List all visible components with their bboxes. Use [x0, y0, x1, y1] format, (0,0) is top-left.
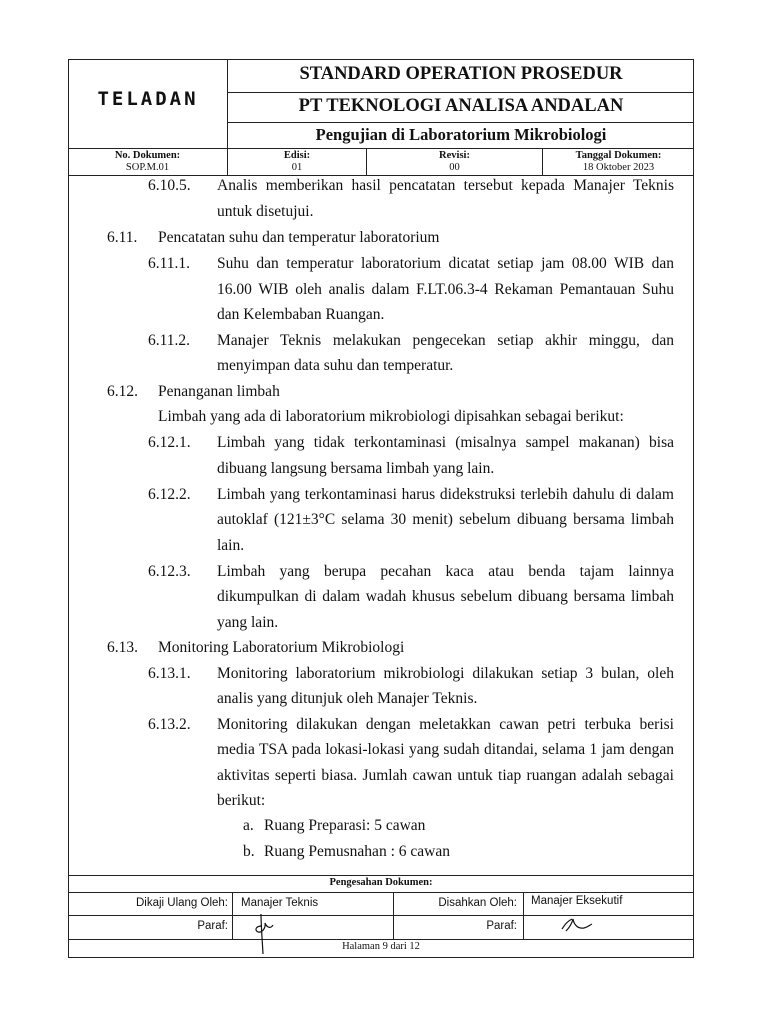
paragraph-line: lain.	[217, 537, 245, 554]
reviewed-by-value: Manajer Teknis	[241, 897, 319, 909]
footer-rule-3	[68, 939, 694, 940]
list-marker: b.	[243, 843, 255, 860]
approved-by-label: Disahkan Oleh:	[438, 897, 517, 909]
company-logo: TELADAN	[97, 88, 199, 110]
paragraph-line: Limbah yang ada di laboratorium mikrobiologi dipisahkan sebagai berikut:	[158, 408, 624, 425]
paragraph-line: 16.00 WIB oleh analis dalam F.LT.06.3-4 Rekaman Pemantauan Suhu	[217, 281, 674, 298]
section-heading: Monitoring Laboratorium Mikrobiologi	[158, 639, 405, 656]
paragraph-line: dan Kelembaban Ruangan.	[217, 306, 385, 323]
paragraph-line: Manajer Teknis melakukan pengecekan setiap akhir minggu, dan	[217, 332, 674, 349]
paraf-label: Paraf:	[486, 920, 517, 932]
header-rule-3	[68, 148, 694, 149]
section-heading: Pencatatan suhu dan temperatur laboratorium	[158, 229, 440, 246]
footer-rule-2	[68, 915, 694, 916]
paragraph-line: Monitoring dilakukan dengan meletakkan cawan petri terbuka berisi	[217, 716, 674, 733]
paragraph-line: Monitoring laboratorium mikrobiologi dilakukan setiap 3 bulan, oleh	[217, 665, 674, 682]
section-number: 6.11.2.	[148, 332, 191, 349]
section-number: 6.11.1.	[148, 255, 191, 272]
section-number: 6.10.5.	[148, 177, 191, 194]
paragraph-line: aktivitas seperti biasa. Jumlah cawan untuk tiap ruangan adalah sebagai	[217, 767, 674, 784]
section-number: 6.11.	[107, 229, 138, 246]
document-type-title: STANDARD OPERATION PROSEDUR	[299, 64, 623, 84]
footer-rule-top	[68, 875, 694, 876]
doc-date-label: Tanggal Dokumen:	[575, 150, 662, 161]
edition-value: 01	[291, 162, 303, 173]
header-rule-2	[227, 122, 694, 123]
section-number: 6.13.	[107, 639, 138, 656]
paragraph-line: yang lain.	[217, 614, 279, 631]
approver-signature	[558, 915, 594, 937]
paragraph-line: Analis memberikan hasil pencatatan tersebut kepada Manajer Teknis	[217, 177, 674, 194]
header-rule-4	[68, 175, 694, 176]
approved-by-value: Manajer Eksekutif	[531, 895, 623, 907]
footer-divider-1	[232, 892, 233, 939]
revision-label: Revisi:	[439, 150, 470, 161]
paragraph-line: dibuang langsung bersama limbah yang lain.	[217, 460, 495, 477]
doc-number-value: SOP.M.01	[125, 162, 170, 173]
paragraph-line: Limbah yang tidak terkontaminasi (misalnya sampel makanan) bisa	[217, 434, 674, 451]
section-number: 6.13.1.	[148, 665, 191, 682]
section-heading: Penanganan limbah	[158, 383, 280, 400]
section-number: 6.12.1.	[148, 434, 191, 451]
paragraph-line: analis yang ditunjuk oleh Manajer Teknis.	[217, 690, 478, 707]
company-name: PT TEKNOLOGI ANALISA ANDALAN	[298, 96, 624, 116]
paragraph-line: Limbah yang terkontaminasi harus didekstruksi terlebih dahulu di dalam	[217, 486, 674, 503]
paragraph-line: Limbah yang berupa pecahan kaca atau benda tajam lainnya	[217, 563, 674, 580]
paragraph-line: media TSA pada lokasi-lokasi yang sudah ditandai, selama 1 jam dengan	[217, 741, 674, 758]
revision-value: 00	[449, 162, 460, 173]
doc-date-value: 18 Oktober 2023	[582, 162, 655, 173]
section-number: 6.13.2.	[148, 716, 191, 733]
paragraph-line: Suhu dan temperatur laboratorium dicatat setiap jam 08.00 WIB dan	[217, 255, 674, 272]
footer-divider-2	[393, 892, 394, 939]
footer-rule-1	[68, 892, 694, 893]
paragraph-line: menyimpan data suhu dan temperatur.	[217, 357, 454, 374]
paraf-label: Paraf:	[197, 920, 228, 932]
paragraph-line: untuk disetujui.	[217, 203, 314, 220]
paragraph-line: berikut:	[217, 792, 266, 809]
page-number: Halaman 9 dari 12	[342, 941, 420, 952]
paragraph-line: dikumpulkan di dalam wadah khusus sebelum dibuang bersama limbah	[217, 588, 674, 605]
header-rule-1	[227, 92, 694, 93]
approval-title: Pengesahan Dokumen:	[329, 877, 433, 888]
section-number: 6.12.	[107, 383, 138, 400]
list-item: Ruang Preparasi: 5 cawan	[264, 817, 426, 834]
footer-divider-3	[523, 892, 524, 939]
paragraph-line: autoklaf (121±3°C selama 30 menit) sebelum dibuang bersama limbah	[217, 511, 674, 528]
section-number: 6.12.2.	[148, 486, 191, 503]
list-marker: a.	[243, 817, 254, 834]
edition-label: Edisi:	[283, 150, 311, 161]
doc-number-label: No. Dokumen:	[114, 150, 181, 161]
document-subject: Pengujian di Laboratorium Mikrobiologi	[315, 125, 607, 144]
list-item: Ruang Pemusnahan : 6 cawan	[264, 843, 450, 860]
reviewed-by-label: Dikaji Ulang Oleh:	[135, 897, 228, 909]
section-number: 6.12.3.	[148, 563, 191, 580]
